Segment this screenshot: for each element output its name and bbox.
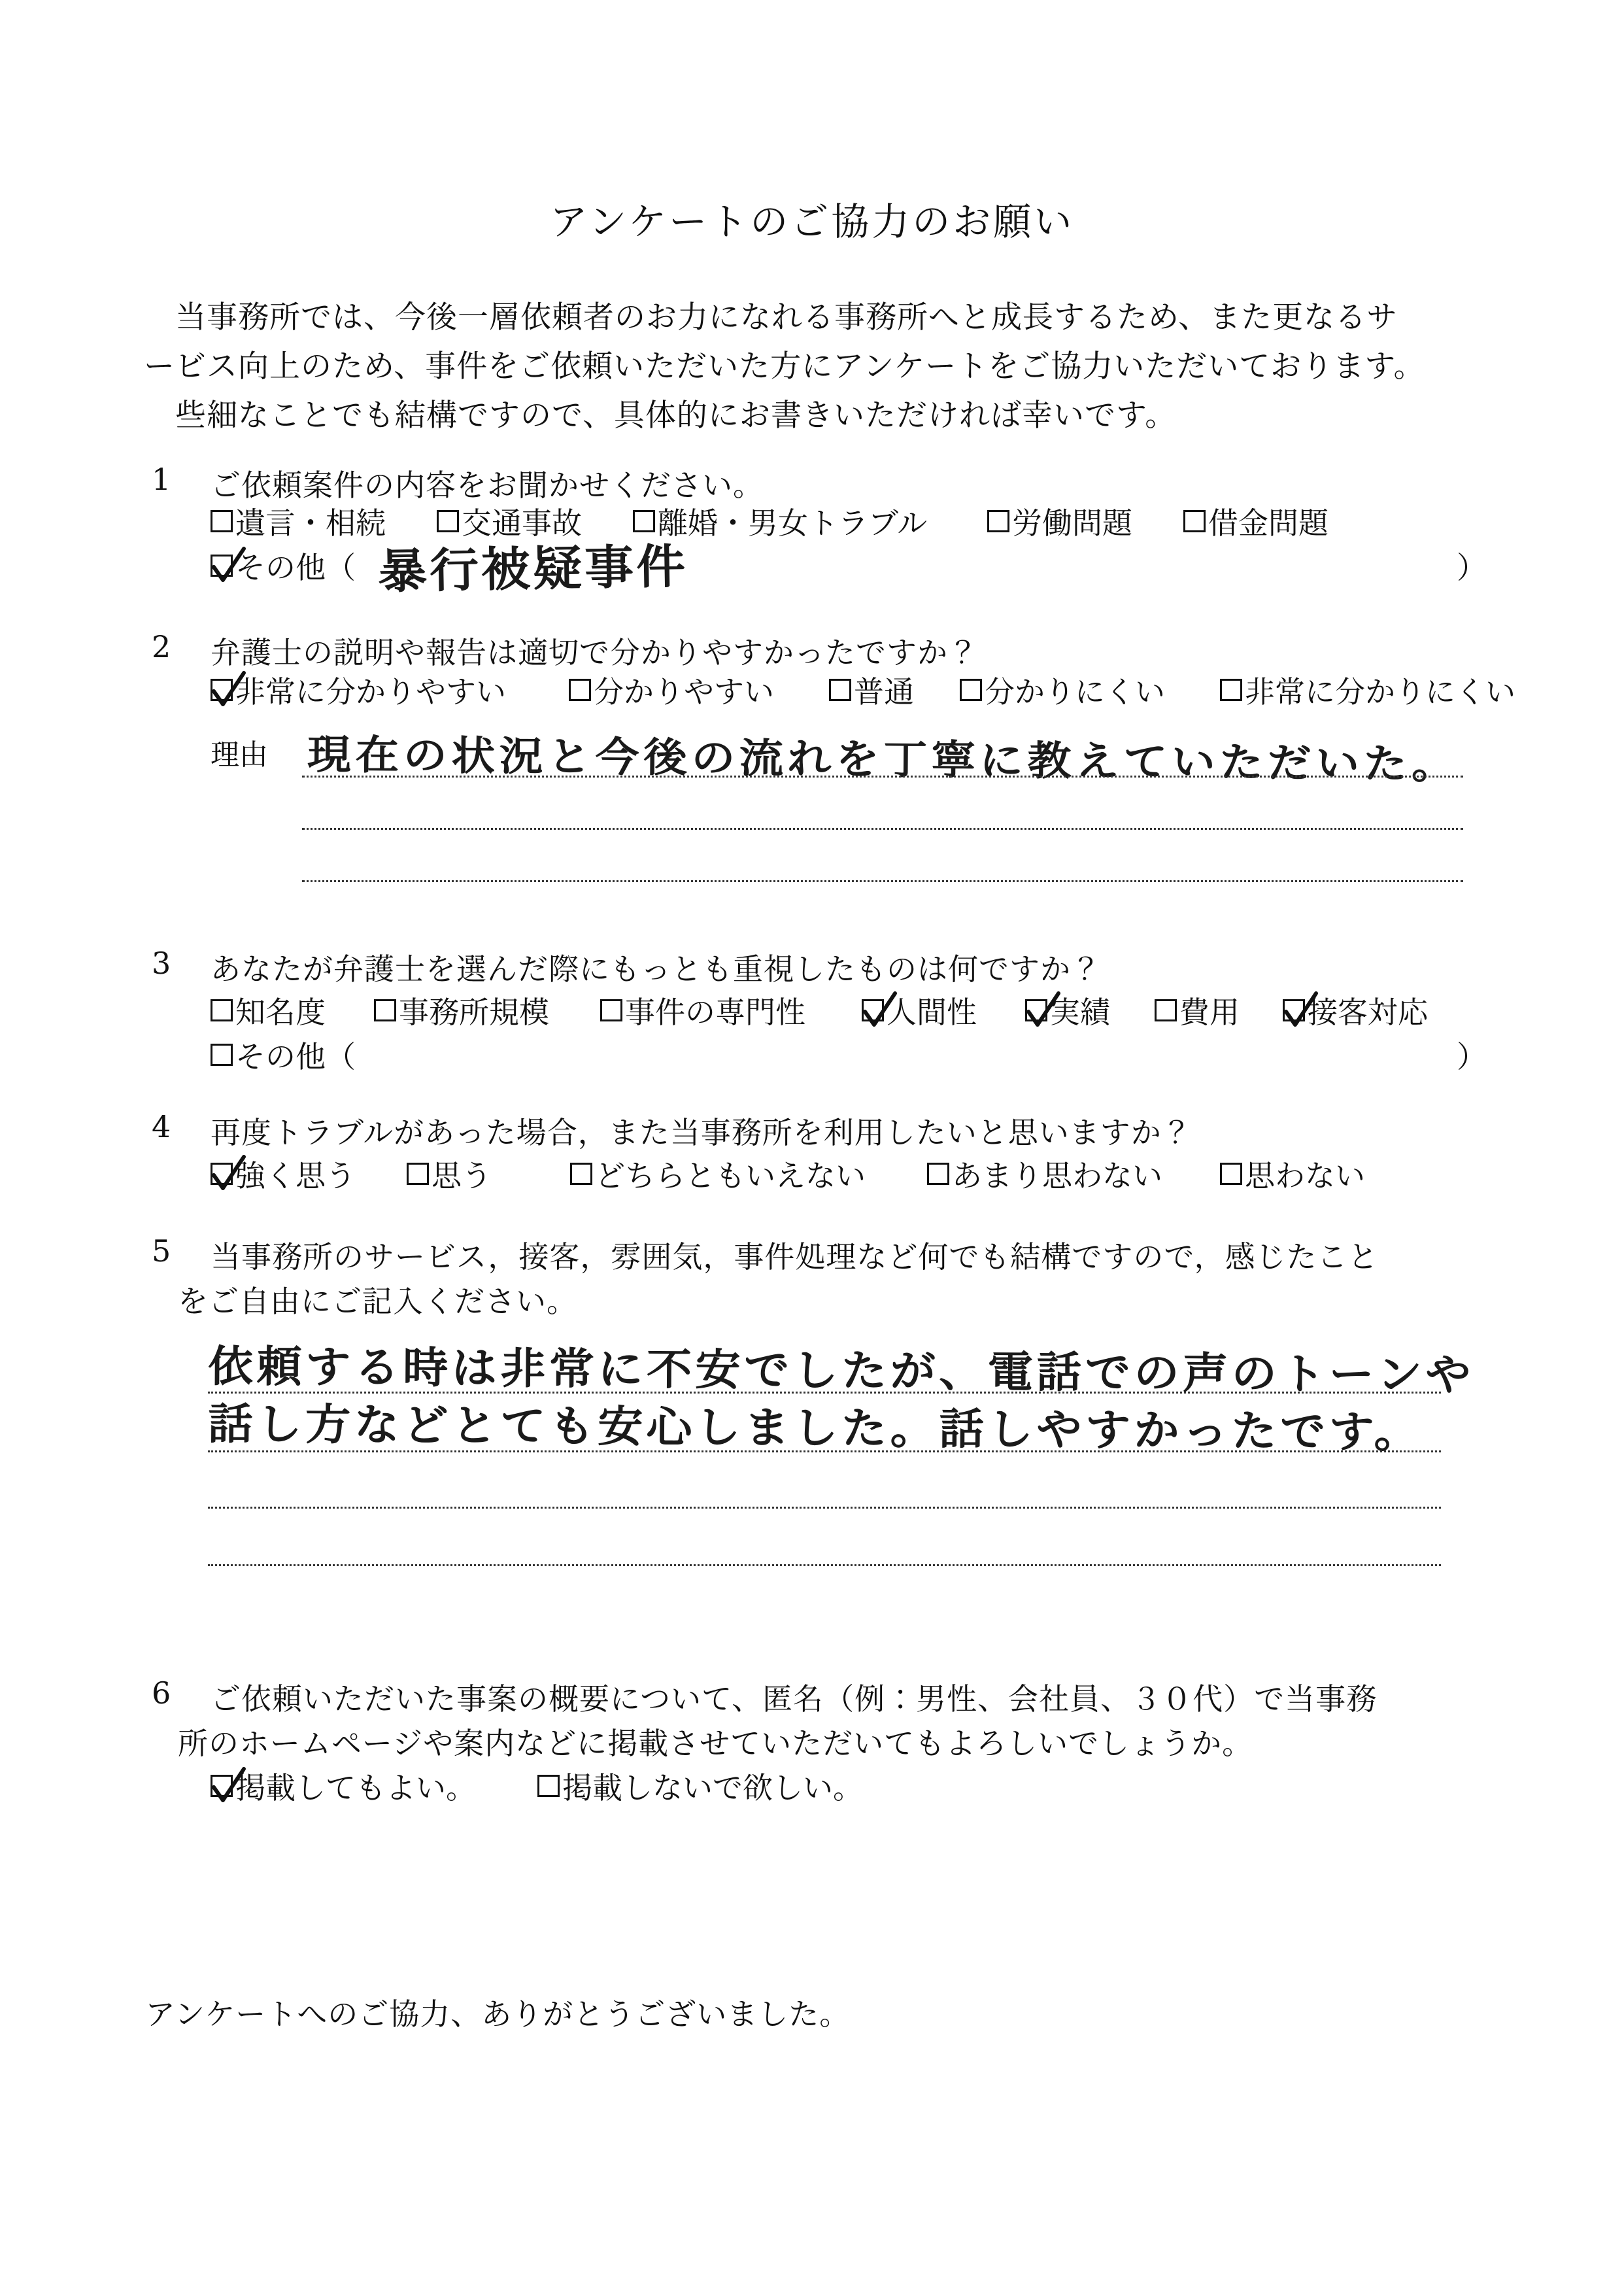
check-mark-icon <box>862 992 899 1029</box>
question-number: 4 <box>152 1109 171 1144</box>
answer-line <box>208 1564 1441 1566</box>
option-checkbox[interactable] <box>927 1152 1162 1195</box>
check-mark-icon <box>211 1768 248 1804</box>
option-checkbox-other[interactable] <box>211 1033 356 1076</box>
intro-line: 些細なことでも結構ですので、具体的にお書きいただければ幸いです。 <box>175 398 1177 434</box>
checkbox-box[interactable] <box>211 1163 233 1185</box>
option-label: 掲載しないで欲しい。 <box>562 1770 863 1806</box>
check-mark-icon <box>1283 992 1320 1029</box>
option-label: 労働問題 <box>1012 505 1132 541</box>
option-checkbox[interactable] <box>569 668 774 711</box>
option-checkbox[interactable] <box>407 1152 492 1195</box>
option-checkbox[interactable] <box>829 668 914 711</box>
checkbox-box[interactable] <box>537 1775 560 1797</box>
checkbox-box[interactable] <box>211 679 233 701</box>
option-label: 非常に分かりやすい <box>235 674 506 710</box>
answer-line <box>208 1507 1441 1509</box>
handwritten-answer: 暴行被疑事件 <box>377 538 689 599</box>
handwritten-answer: 現在の状況と今後の流れを丁寧に教えていただいた。 <box>307 730 1460 789</box>
option-checkbox[interactable] <box>600 989 805 1032</box>
intro-line: 当事務所では、今後一層依頼者のお力になれる事務所へと成長するため、また更なるサ <box>175 300 1398 335</box>
option-checkbox[interactable] <box>211 500 386 543</box>
option-checkbox[interactable] <box>960 668 1165 711</box>
question-number: 1 <box>152 462 171 497</box>
option-label: 借金問題 <box>1208 505 1328 541</box>
reason-label: 理由 <box>211 738 268 772</box>
close-paren: ） <box>1457 550 1487 585</box>
check-mark-icon <box>211 547 248 584</box>
checkbox-box[interactable] <box>211 555 233 577</box>
option-label: その他（ <box>235 550 356 585</box>
checkbox-box[interactable] <box>437 510 459 532</box>
question-number: 3 <box>152 946 171 981</box>
option-checkbox[interactable] <box>1220 668 1515 711</box>
checkbox-box[interactable] <box>569 679 591 701</box>
option-label: 離婚・男女トラブル <box>658 505 928 541</box>
option-label: 交通事故 <box>462 505 582 541</box>
answer-line <box>302 828 1463 830</box>
checkbox-box[interactable] <box>1183 510 1206 532</box>
option-label: 分かりやすい <box>594 674 774 710</box>
option-label: 知名度 <box>235 995 326 1030</box>
option-label: 強く思う <box>235 1158 356 1193</box>
check-mark-icon <box>211 1156 248 1192</box>
question-text: ご依頼いただいた事案の概要について、匿名（例：男性、会社員、３０代）で当事務 <box>211 1681 1378 1717</box>
check-mark-icon <box>211 672 248 708</box>
option-checkbox[interactable] <box>1155 989 1240 1032</box>
question-text: 当事務所のサービス，接客，雰囲気，事件処理など何でも結構ですので，感じたこと <box>211 1239 1379 1275</box>
close-paren: ） <box>1457 1039 1487 1074</box>
checkbox-box[interactable] <box>211 999 233 1021</box>
option-label: 思わない <box>1245 1158 1365 1193</box>
option-label: その他（ <box>235 1039 356 1074</box>
option-checkbox[interactable] <box>211 1152 356 1195</box>
option-label: 人間性 <box>887 995 977 1030</box>
question-text: ご依頼案件の内容をお聞かせください。 <box>211 468 764 503</box>
option-checkbox[interactable] <box>537 1764 863 1807</box>
checkbox-box[interactable] <box>600 999 622 1021</box>
closing-message: アンケートへのご協力、ありがとうございました。 <box>145 1996 851 2032</box>
checkbox-box[interactable] <box>211 1775 233 1797</box>
page-title: アンケートのご協力のお願い <box>549 199 1075 244</box>
question-number: 6 <box>152 1675 171 1711</box>
question-text: 弁護士の説明や報告は適切で分かりやすかったですか？ <box>211 635 979 670</box>
option-checkbox[interactable] <box>211 668 506 711</box>
checkbox-box[interactable] <box>374 999 396 1021</box>
answer-line <box>208 1450 1441 1452</box>
option-checkbox[interactable] <box>1283 989 1428 1032</box>
check-mark-icon <box>1026 992 1062 1029</box>
checkbox-box[interactable] <box>407 1163 429 1185</box>
checkbox-box[interactable] <box>1283 999 1305 1021</box>
option-label: 思う <box>431 1158 492 1193</box>
question-text: をご自由にご記入ください。 <box>178 1284 577 1319</box>
checkbox-box[interactable] <box>987 510 1009 532</box>
option-label: 非常に分かりにくい <box>1245 674 1515 710</box>
question-text: あなたが弁護士を選んだ際にもっとも重視したものは何ですか？ <box>211 951 1102 987</box>
option-label: どちらともいえない <box>595 1158 866 1193</box>
option-label: 接客対応 <box>1308 995 1428 1030</box>
option-checkbox[interactable] <box>1220 1152 1365 1195</box>
checkbox-box[interactable] <box>829 679 851 701</box>
handwritten-answer: 依頼する時は非常に不安でしたが、電話での声のトーンや <box>207 1341 1475 1401</box>
checkbox-box[interactable] <box>1220 1163 1242 1185</box>
option-checkbox-other[interactable] <box>211 544 356 587</box>
option-label: 掲載してもよい。 <box>235 1770 476 1806</box>
handwritten-answer: 話し方などとても安心しました。話しやすかったです。 <box>207 1399 1423 1458</box>
option-checkbox[interactable] <box>1025 989 1110 1032</box>
option-checkbox[interactable] <box>211 1764 476 1807</box>
option-label: 事務所規模 <box>399 995 549 1030</box>
option-checkbox[interactable] <box>570 1152 866 1195</box>
checkbox-box[interactable] <box>862 999 884 1021</box>
option-label: あまり思わない <box>952 1158 1162 1193</box>
answer-line <box>302 880 1463 882</box>
checkbox-box[interactable] <box>1220 679 1242 701</box>
option-checkbox[interactable] <box>862 989 977 1032</box>
option-label: 分かりにくい <box>985 674 1165 710</box>
option-label: 遺言・相続 <box>235 505 386 541</box>
question-number: 5 <box>152 1233 171 1269</box>
checkbox-box[interactable] <box>960 679 982 701</box>
question-number: 2 <box>152 629 171 664</box>
question-text: 所のホームページや案内などに掲載させていただいてもよろしいでしょうか。 <box>178 1726 1253 1761</box>
option-label: 実績 <box>1050 995 1110 1030</box>
checkbox-box[interactable] <box>211 1044 233 1066</box>
option-label: 費用 <box>1179 995 1240 1030</box>
option-label: 事件の専門性 <box>625 995 805 1030</box>
checkbox-box[interactable] <box>1155 999 1177 1021</box>
option-checkbox[interactable] <box>1183 500 1328 543</box>
intro-line: ービス向上のため、事件をご依頼いただいた方にアンケートをご協力いただいております。 <box>144 349 1425 385</box>
question-text: 再度トラブルがあった場合，また当事務所を利用したいと思いますか？ <box>211 1115 1193 1150</box>
option-label: 普通 <box>854 674 914 710</box>
checkbox-box[interactable] <box>1025 999 1047 1021</box>
option-checkbox[interactable] <box>987 500 1132 543</box>
option-checkbox[interactable] <box>374 989 549 1032</box>
option-checkbox[interactable] <box>211 989 326 1032</box>
checkbox-box[interactable] <box>211 510 233 532</box>
checkbox-box[interactable] <box>570 1163 592 1185</box>
checkbox-box[interactable] <box>927 1163 949 1185</box>
answer-line <box>302 776 1463 778</box>
